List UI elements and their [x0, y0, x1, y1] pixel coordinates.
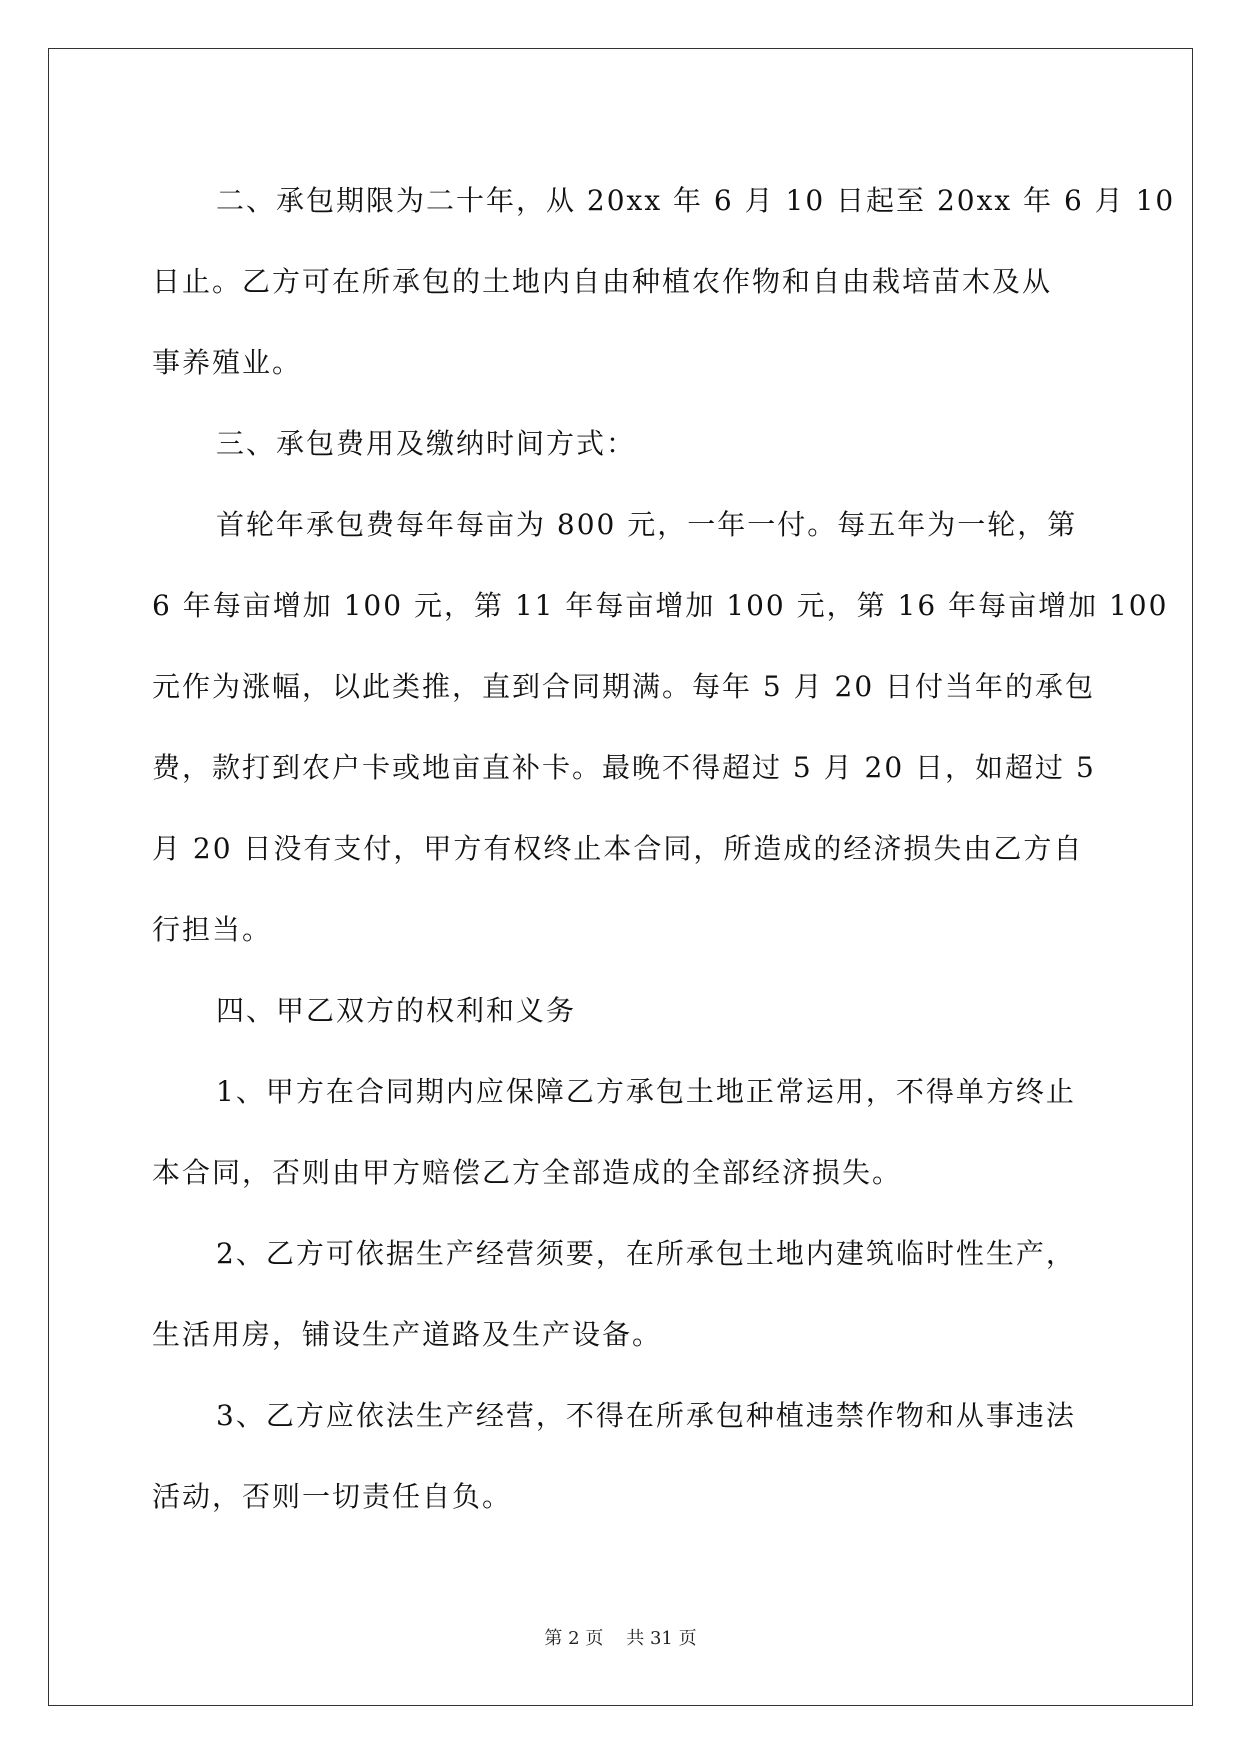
text-line: 二、承包期限为二十年，从 20xx 年 6 月 10 日起至 20xx 年 6 月 10: [216, 184, 1176, 217]
text-line: 2、乙方可依据生产经营须要，在所承包土地内建筑临时性生产，: [216, 1237, 1076, 1270]
page-footer: [0, 1624, 1241, 1650]
section-heading: 四、甲乙双方的权利和义务: [216, 994, 577, 1027]
text-line: 行担当。: [152, 913, 273, 946]
text-line: 3、乙方应依法生产经营，不得在所承包种植违禁作物和从事违法: [216, 1399, 1076, 1432]
text-line: 首轮年承包费每年每亩为 800 元，一年一付。每五年为一轮，第: [216, 508, 1078, 541]
text-line: 日止。乙方可在所承包的土地内自由种植农作物和自由栽培苗木及从: [152, 265, 1053, 298]
text-line: 元作为涨幅，以此类推，直到合同期满。每年 5 月 20 日付当年的承包: [152, 670, 1096, 703]
text-line: 1、甲方在合同期内应保障乙方承包土地正常运用，不得单方终止: [216, 1075, 1076, 1108]
text-line: 月 20 日没有支付，甲方有权终止本合同，所造成的经济损失由乙方自: [152, 832, 1084, 865]
text-line: 6 年每亩增加 100 元，第 11 年每亩增加 100 元，第 16 年每亩增加 100: [152, 589, 1169, 622]
page-total: 共 31 页: [626, 1628, 697, 1649]
page-number: 第 2 页: [544, 1628, 604, 1649]
text-line: 生活用房，铺设生产道路及生产设备。: [152, 1318, 663, 1351]
section-heading: 三、承包费用及缴纳时间方式：: [216, 427, 637, 460]
text-line: 事养殖业。: [152, 346, 303, 379]
document-body: [152, 160, 1176, 1537]
text-line: 活动，否则一切责任自负。: [152, 1480, 513, 1513]
text-line: 本合同，否则由甲方赔偿乙方全部造成的全部经济损失。: [152, 1156, 903, 1189]
text-line: 费，款打到农户卡或地亩直补卡。最晚不得超过 5 月 20 日，如超过 5: [152, 751, 1096, 784]
